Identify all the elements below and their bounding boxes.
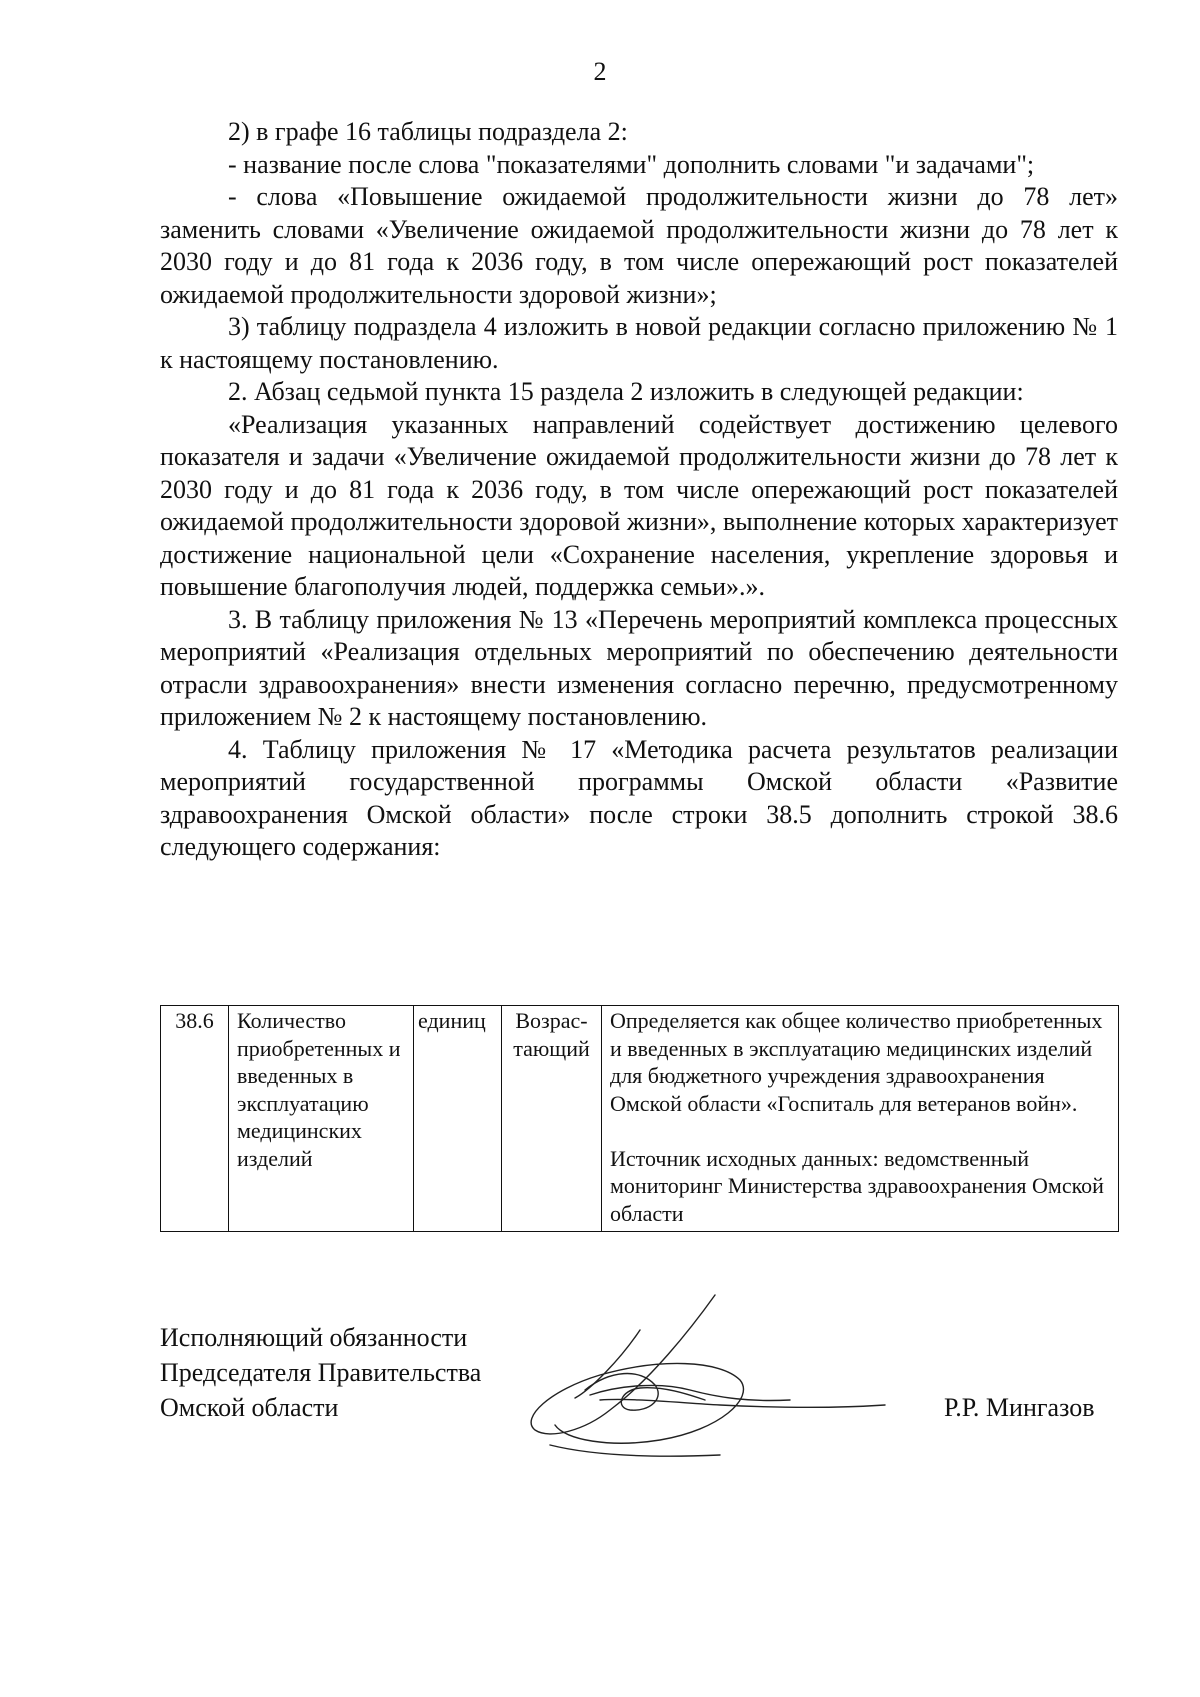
page-number: 2 [593, 57, 607, 86]
paragraph: - название после слова "показателями" дополнить словами "и задачами"; [228, 149, 1035, 179]
methodology-table [160, 1005, 1119, 1232]
signatory-title-line: Исполняющий обязанности [160, 1323, 468, 1352]
signatory-title [160, 1320, 481, 1425]
paragraph: «Реализация указанных направлений содействует достижению целевого показателя и задачи «Увеличение ожидаемой продолжительности жизни до 78 лет к 2030 году и до 81 года к 2036 году, в том числе опережающий рост показателей ожидаемой продолжительности здоровой жизни», выполнение которых характеризует достижение национальной цели «Сохранение населения, укрепление здоровья и повышение благополучия людей, поддержка семьи».». [160, 409, 1118, 601]
signatory-title-line: Председателя Правительства [160, 1358, 482, 1387]
row-number-cell: 38.6 [161, 1006, 229, 1232]
source-text: Источник исходных данных: ведомственный мониторинг Министерства здравоохранения Омской области [610, 1145, 1104, 1226]
method-text: Определяется как общее количество приобретенных и введенных в эксплуатацию медицинских изделий для бюджетного учреждения здравоохранения Омской области «Госпиталь для ветеранов войн». [610, 1008, 1103, 1116]
signatory-title-line: Омской области [160, 1393, 339, 1422]
handwritten-signature [490, 1290, 910, 1470]
paragraph: 3. В таблицу приложения № 13 «Перечень мероприятий комплекса процессных мероприятий «Реализация отдельных мероприятий по обеспечению деятельности отрасли здравоохранения» внести изменения согласно перечню, предусмотренному приложением № 2 к настоящему постановлению. [160, 604, 1118, 731]
paragraph: 4. Таблицу приложения № 17 «Методика расчета результатов реализации мероприятий государственной программы Омской области «Развитие здравоохранения Омской области» после строки 38.5 дополнить строкой 38.6 следующего содержания: [160, 734, 1118, 861]
paragraph: 2. Абзац седьмой пункта 15 раздела 2 изложить в следующей редакции: [228, 377, 1024, 406]
document-body [160, 116, 1118, 864]
signatory-name: Р.Р. Мингазов [944, 1393, 1095, 1422]
paragraph: 2) в графе 16 таблицы подраздела 2: [228, 117, 628, 146]
unit-cell: единиц [414, 1006, 502, 1232]
method-cell [602, 1006, 1119, 1232]
indicator-name-cell: Количество приобретенных и введенных в эксплуатацию медицинских изделий [229, 1006, 414, 1232]
type-cell: Возрас-тающий [502, 1006, 602, 1232]
paragraph: 3) таблицу подраздела 4 изложить в новой редакции согласно приложению № 1 к настоящему постановлению. [160, 312, 1118, 374]
paragraph: - слова «Повышение ожидаемой продолжительности жизни до 78 лет» заменить словами «Увеличение ожидаемой продолжительности жизни до 78 лет к 2030 году и до 81 года к 2036 году, в том числе опережающий рост показателей ожидаемой продолжительности здоровой жизни»; [160, 182, 1118, 309]
table-row [161, 1006, 1119, 1232]
